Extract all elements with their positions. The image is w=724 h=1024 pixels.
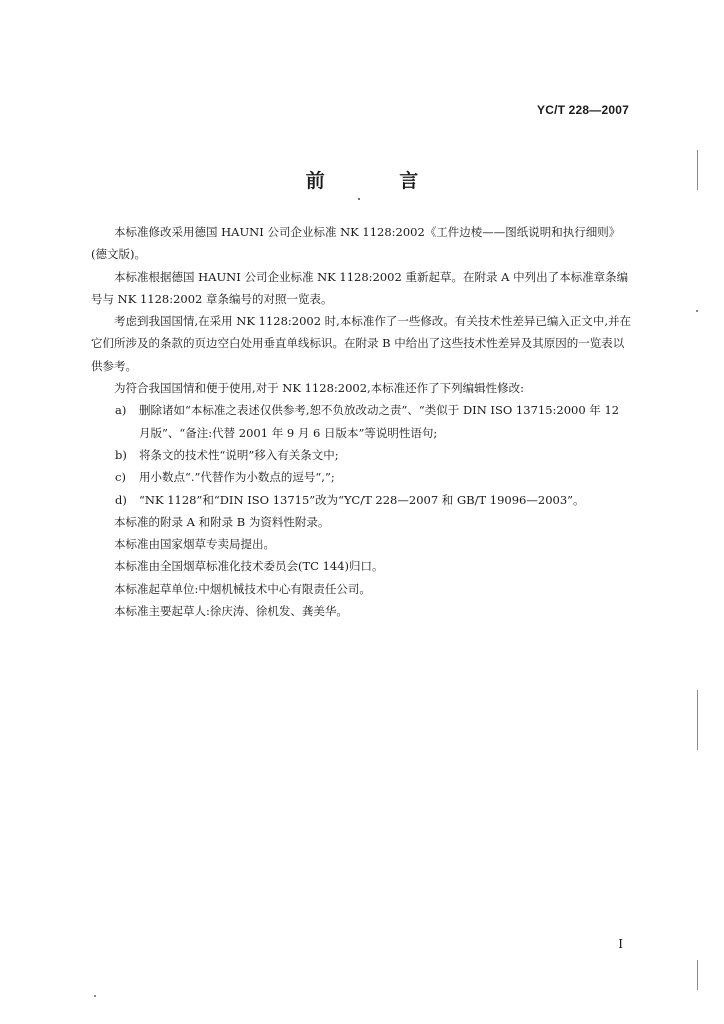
list-marker: a) bbox=[115, 403, 127, 418]
list-item-c bbox=[91, 466, 631, 488]
paragraph-proposer: 本标准由国家烟草专卖局提出。 bbox=[114, 537, 275, 552]
scan-speck bbox=[94, 995, 96, 997]
scan-speck bbox=[696, 310, 698, 312]
list-item-d bbox=[91, 489, 631, 511]
list-item-text: 删除诸如“本标准之表述仅供参考,恕不负放改动之责”、“类似于 DIN ISO 13715:2000 年 12 月版”、“备注:代替 2001 年 9 月 6 日版本”等说明性语句; bbox=[139, 403, 620, 440]
paragraph-committee: 本标准由全国烟草标准化技术委员会(TC 144)归口。 bbox=[114, 559, 384, 574]
paragraph-drafters: 本标准主要起草人:徐庆涛、徐机发、龚美华。 bbox=[114, 604, 348, 619]
paragraph-drafting-unit: 本标准起草单位:中烟机械技术中心有限责任公司。 bbox=[114, 581, 371, 596]
foreword-body bbox=[91, 221, 631, 622]
list-item-text: 将条文的技术性“说明”移入有关条文中; bbox=[139, 447, 339, 462]
standard-code: YC/T 228—2007 bbox=[537, 103, 629, 117]
page-number: I bbox=[618, 937, 623, 951]
list-marker: c) bbox=[115, 470, 126, 485]
scan-mark bbox=[358, 198, 360, 200]
list-item-text: 用小数点“.”代替作为小数点的逗号“,”; bbox=[139, 470, 335, 485]
list-item-text: “NK 1128”和“DIN ISO 13715”改为“YC/T 228—2007 和 GB/T 19096—2003”。 bbox=[139, 492, 585, 507]
list-item-b bbox=[91, 444, 631, 466]
list-marker: b) bbox=[115, 447, 127, 462]
list-marker: d) bbox=[115, 492, 127, 507]
scan-speck bbox=[697, 960, 698, 990]
paragraph-technical-differences: 考虑到我国国情,在采用 NK 1128:2002 时,本标准作了一些修改。有关技术性差异已编入正文中,并在它们所涉及的条款的页边空白处用垂直单线标识。在附录 B 中给出了这些技术性差异及其原因的一览表以供参考。 bbox=[91, 314, 631, 373]
scan-speck bbox=[697, 150, 698, 190]
list-item-a bbox=[91, 399, 631, 444]
paragraph-editorial-intro: 为符合我国国情和便于使用,对于 NK 1128:2002,本标准还作了下列编辑性修改: bbox=[114, 381, 525, 396]
paragraph-annex-note: 本标准的附录 A 和附录 B 为资料性附录。 bbox=[114, 514, 330, 529]
paragraph-adoption: 本标准修改采用德国 HAUNI 公司企业标准 NK 1128:2002《工件边棱——图纸说明和执行细则》(德文版)。 bbox=[91, 225, 621, 262]
paragraph-drafting: 本标准根据德国 HAUNI 公司企业标准 NK 1128:2002 重新起草。在附录 A 中列出了本标准章条编号与 NK 1128:2002 章条编号的对照一览表。 bbox=[91, 269, 629, 306]
scan-speck bbox=[697, 690, 698, 750]
page-title: 前 言 bbox=[305, 170, 453, 192]
